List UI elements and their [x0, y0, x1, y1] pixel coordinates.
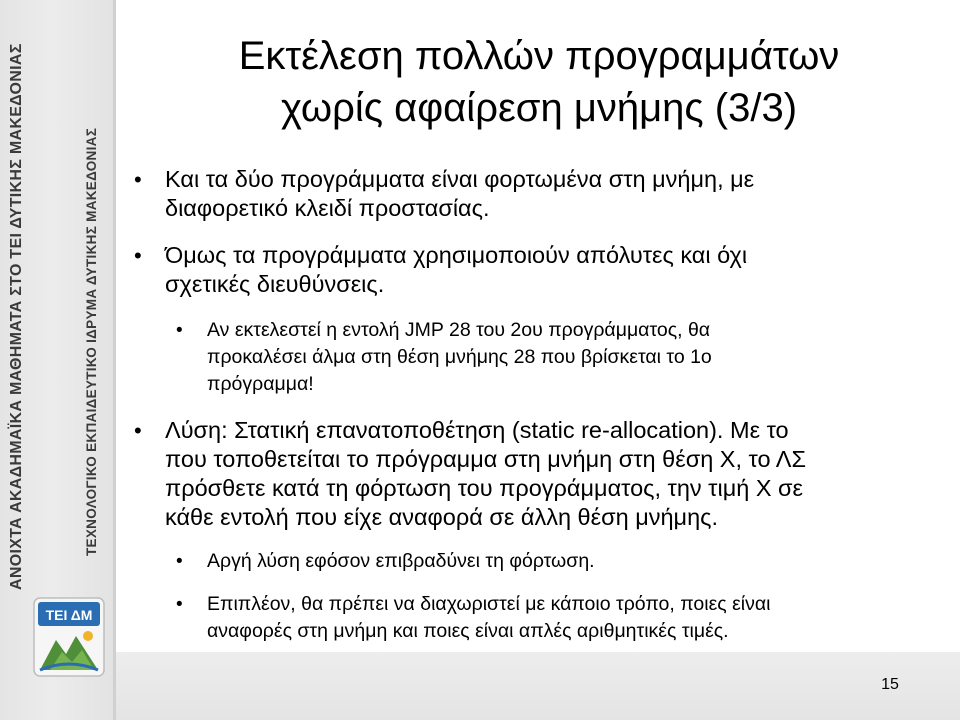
bullet-line: Αν εκτελεστεί η εντολή JMP 28 του 2ου προγράμματος, θα: [207, 319, 711, 341]
sidebar: [0, 0, 116, 720]
bullet-line: Επιπλέον, θα πρέπει να διαχωριστεί με κάποιο τρόπο, ποιες είναι: [207, 593, 771, 615]
bullet-symbol: •: [134, 167, 142, 192]
bullet-symbol: •: [134, 243, 142, 268]
sub-bullet-item: [134, 591, 934, 645]
bullet-line: διαφορετικό κλειδί προστασίας.: [165, 195, 490, 221]
bullet-line: πρόγραμμα!: [207, 373, 314, 395]
slide-number: 15: [881, 676, 899, 693]
slide-title-line-1: Εκτέλεση πολλών προγραμμάτων: [238, 34, 840, 78]
slide-title: [134, 30, 944, 134]
bullet-line: Λύση: Στατική επανατοποθέτηση (static re-allocation). Με το: [165, 417, 789, 443]
bullet-symbol: •: [134, 418, 142, 443]
slide-content: [134, 165, 934, 645]
bullet-symbol: •: [176, 594, 183, 615]
bullet-line: Αργή λύση εφόσον επιβραδύνει τη φόρτωση.: [207, 550, 595, 572]
sidebar-vertical-text-institution: ΤΕΧΝΟΛΟΓΙΚΟ ΕΚΠΑΙΔΕΥΤΙΚΟ ΙΔΡΥΜΑ ΔΥΤΙΚΗΣ ΜΑΚΕΔΟΝΙΑΣ: [84, 127, 99, 556]
bullet-line: πρόσθετε κατά τη φόρτωση του προγράμματος, την τιμή Χ σε: [165, 475, 804, 501]
footer-band: [116, 652, 960, 720]
bullet-symbol: •: [176, 551, 183, 572]
slide-title-line-2: χωρίς αφαίρεση μνήμης (3/3): [280, 86, 798, 130]
bullet-line: σχετικές διευθύνσεις.: [165, 271, 385, 297]
tei-logo-icon: [32, 596, 106, 678]
bullet-line: αναφορές στη μνήμη και ποιες είναι απλές αριθμητικές τιμές.: [207, 620, 729, 642]
logo-label: ΤΕΙ ΔΜ: [45, 607, 93, 623]
bullet-line: κάθε εντολή που είχε αναφορά σε άλλη θέση μνήμης.: [165, 504, 719, 530]
bullet-line: Όμως τα προγράμματα χρησιμοποιούν απόλυτες και όχι: [165, 242, 748, 268]
bullet-item: [134, 416, 934, 532]
bullet-item: [134, 241, 934, 299]
bullet-line: προκαλέσει άλμα στη θέση μνήμης 28 που βρίσκεται το 1ο: [207, 346, 712, 368]
sub-bullet-item: [134, 317, 934, 398]
bullet-symbol: •: [176, 320, 183, 341]
sub-bullet-item: [134, 548, 934, 575]
bullet-line: Και τα δύο προγράμματα είναι φορτωμένα στη μνήμη, με: [165, 166, 755, 192]
bullet-item: [134, 165, 934, 223]
sidebar-vertical-text-open-courses: ΑΝΟΙΧΤΑ ΑΚΑΔΗΜΑΪΚΑ ΜΑΘΗΜΑΤΑ ΣΤΟ ΤΕΙ ΔΥΤΙΚΗΣ ΜΑΚΕΔΟΝΙΑΣ: [8, 43, 25, 590]
bullet-line: που τοποθετείται το πρόγραμμα στη μνήμη στη θέση Χ, το ΛΣ: [165, 446, 807, 472]
